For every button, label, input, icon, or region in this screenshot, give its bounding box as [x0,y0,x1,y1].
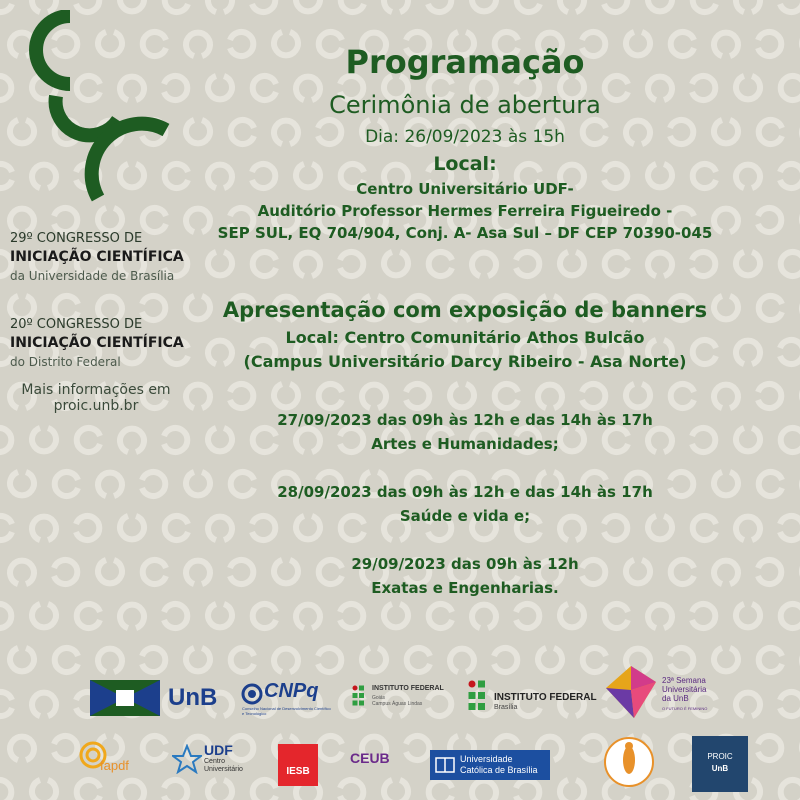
pattern-arc [319,384,342,408]
pattern-arc [495,384,518,408]
proic-unb-logo [692,736,748,792]
pattern-arc [560,252,584,275]
pattern-arc [252,0,275,12]
if-goiano-label: INSTITUTO FEDERAL [372,685,444,692]
pattern-arc [142,472,165,496]
pattern-arc [253,252,276,276]
pattern-arc [231,648,254,672]
pattern-arc [186,648,210,671]
unb-label: UnB [168,684,218,711]
pattern-arc [32,693,56,716]
ucb-line-2: Católica de Brasília [460,765,538,775]
address-line-1: Centro Universitário UDF- [356,180,574,198]
pattern-arc [76,516,99,540]
pattern-arc [671,384,694,408]
banners-local: Local: Centro Comunitário Athos Bulcão [285,328,645,347]
pattern-arc [208,252,232,275]
pattern-arc [429,780,452,800]
pattern-arc [0,516,12,540]
pattern-arc [736,0,760,12]
pattern-arc [560,0,584,12]
pattern-arc [32,604,56,627]
semana-line-4: O FUTURO É FEMININO [662,706,708,711]
pattern-arc [340,604,363,628]
local-label: Local: [433,153,497,175]
congress-df-number: 20º CONGRESSO DE [10,317,143,332]
day-2-time: 28/09/2023 das 09h às 12h e das 14h às 17h [277,483,653,501]
pattern-arc [450,649,474,672]
pattern-arc [406,736,429,760]
pattern-arc [10,472,34,495]
proic-label: PROIC [707,752,733,761]
banners-campus: (Campus Universitário Darcy Ribeiro - Asa Norte) [243,352,687,371]
pattern-arc [781,428,800,452]
pattern-arc [319,736,342,760]
pattern-arc [384,604,408,627]
cnpq-subtitle: Conselho Nacional de Desenvolvimento Científico e Tecnológico [242,706,331,716]
pattern-arc [472,605,496,628]
pattern-arc [142,648,165,672]
cic-logo [14,10,174,210]
pattern-arc [0,428,11,452]
ceub-logo [348,750,398,780]
pattern-arc [516,604,539,628]
pattern-arc [55,648,78,672]
pattern-arc [230,384,253,408]
pattern-arc [780,692,800,716]
pattern-arc [274,649,298,672]
pattern-arc [384,780,408,800]
site-link[interactable]: proic.unb.br [53,398,139,414]
kite-icon [604,664,658,720]
if-brasilia-campus: Brasília [494,704,518,711]
pattern-arc [208,0,232,12]
pattern-arc [120,781,144,800]
pattern-arc [450,384,474,407]
program-section [200,40,730,244]
seal-logo [598,736,660,788]
pattern-arc [472,253,496,276]
pattern-arc [626,384,650,407]
pattern-arc [781,780,800,800]
pattern-arc [296,0,320,11]
pattern-arc [340,252,363,276]
ucb-emblem-icon [434,754,456,776]
congress-df-sub: do Distrito Federal [10,355,121,369]
pattern-arc [0,692,12,716]
address-line-2: Auditório Professor Hermes Ferreira Figueiredo - [257,202,673,220]
pattern-arc [736,76,760,99]
pattern-arc [472,781,496,800]
pattern-arc [583,648,606,672]
congress-df-label [10,316,200,371]
more-info-label: Mais informações em [21,382,171,398]
page-title: Programação [345,43,585,81]
ceremony-date: Dia: 26/09/2023 às 15h [365,127,565,147]
pattern-arc [429,252,452,276]
pattern-arc [274,384,298,407]
pattern-arc [780,340,800,364]
star-icon [172,744,202,774]
pattern-arc [32,517,56,540]
schedule-day-3 [180,552,750,600]
pattern-arc [98,560,122,583]
unb-flag-icon [90,680,160,716]
pattern-arc [781,252,800,276]
pattern-arc [77,604,100,628]
day-1-area: Artes e Humanidades; [371,435,559,453]
day-3-area: Exatas e Engenharias. [371,579,559,597]
pattern-arc [296,253,320,276]
pattern-arc [208,780,232,800]
pattern-arc [517,0,540,12]
if-brasilia-logo [468,680,598,716]
pattern-arc [98,473,122,496]
fapdf-logo [78,740,148,780]
ceremony-subtitle: Cerimônia de abertura [329,91,601,119]
pattern-arc [120,605,144,628]
pattern-arc [759,472,782,496]
pattern-arc [560,780,584,800]
pattern-arc [605,604,628,628]
pattern-arc [781,604,800,628]
pattern-arc [164,604,187,628]
cnpq-logo [240,680,330,720]
if-grid-icon [352,685,368,707]
if-brasilia-label: INSTITUTO FEDERAL [494,692,597,703]
semana-line-2: Universitária [662,685,707,694]
pattern-arc [758,384,781,408]
pattern-arc [693,0,716,12]
udf-label: UDF [204,742,233,758]
fapdf-label: fapdf [100,758,129,773]
if-goiano-campus: Campus Águas Lindas [372,701,423,707]
pattern-arc [582,384,605,408]
pattern-arc [32,780,56,800]
if-goiano-logo [352,685,462,719]
pattern-arc [781,76,800,100]
iesb-logo [278,744,318,786]
pattern-arc [77,428,100,452]
cnpq-label: CNPq [264,680,319,702]
udf-logo [172,742,252,782]
pattern-arc [98,208,122,231]
iesb-label: IESB [286,766,310,777]
pattern-arc [758,736,781,760]
pattern-arc [296,605,320,628]
pattern-arc [538,385,562,408]
pattern-arc [604,0,627,12]
pattern-arc [516,252,539,276]
address-line-3: SEP SUL, EQ 704/904, Conj. A- Asa Sul – DF CEP 70390-045 [217,224,713,242]
cnpq-swirl-icon [240,682,264,706]
pattern-arc [472,0,496,11]
pattern-arc [780,0,800,12]
pattern-arc [0,604,11,628]
pattern-arc [10,648,34,671]
ceub-label: CEUB [350,750,390,766]
pattern-arc [428,0,451,12]
ucb-logo [430,750,550,780]
pattern-arc [32,428,56,451]
pattern-arc [362,385,386,408]
pattern-arc [10,737,34,760]
pattern-arc [516,780,539,800]
banners-section [180,294,750,374]
pattern-arc [0,780,11,800]
congress-unb-sub: da Universidade de Brasília [10,269,175,283]
unb-logo [90,678,217,718]
udf-sub-1: Centro [204,758,226,765]
congress-unb-title: INICIAÇÃO CIENTÍFICA [10,249,184,265]
pattern-arc [54,208,77,232]
pattern-arc [605,252,628,276]
pattern-arc [648,0,672,11]
pattern-arc [407,648,430,672]
semana-line-1: 23ª Semana [662,676,706,685]
pattern-arc [0,164,12,188]
schedule-list [180,408,750,600]
pattern-arc [560,604,584,627]
pattern-arc [164,780,187,800]
pattern-arc [341,0,364,12]
pattern-arc [120,429,144,452]
pattern-arc [340,780,363,800]
congress-unb-number: 29º CONGRESSO DE [10,231,143,246]
pattern-arc [384,0,408,12]
pattern-arc [736,165,760,188]
banners-title: Apresentação com exposição de banners [222,298,708,322]
pattern-arc [736,252,760,275]
pattern-arc [253,604,276,628]
if-brasilia-grid-icon [468,680,490,712]
proic-unb-label: UnB [711,764,729,773]
pattern-arc [406,384,429,408]
pattern-arc [538,648,562,671]
pattern-arc [143,560,166,584]
pattern-arc [253,780,276,800]
pattern-arc [494,648,517,672]
pattern-arc [54,560,77,584]
day-1-time: 27/09/2023 das 09h às 12h e das 14h às 17h [277,411,653,429]
schedule-day-2 [180,480,750,528]
pattern-arc [736,693,760,716]
pattern-arc [10,561,34,584]
pattern-arc [120,516,144,539]
pattern-arc [143,208,166,232]
pattern-arc [759,296,782,320]
if-goiano-state: Goiás [372,695,386,701]
pattern-arc [186,385,210,408]
ucb-line-1: Universidade [460,754,513,764]
schedule-day-1 [180,408,750,456]
pattern-arc [780,516,800,540]
pattern-arc [780,164,800,188]
pattern-arc [384,252,408,275]
pattern-arc [714,385,738,408]
seal-emblem-icon [598,736,660,788]
pattern-arc [759,120,782,144]
pattern-arc [0,0,12,12]
pattern-arc [429,604,452,628]
more-info [4,382,188,414]
pattern-arc [318,648,341,672]
pattern-arc [98,649,122,672]
pattern-arc [692,252,715,276]
semana-line-3: da UnB [662,694,689,703]
day-2-area: Saúde e vida e; [399,507,531,525]
semana-universitaria-logo [604,664,724,720]
pattern-arc [208,604,232,627]
pattern-arc [692,604,715,628]
pattern-arc [10,209,34,232]
pattern-arc [759,648,782,672]
pattern-arc [758,32,781,56]
congress-unb-label [10,230,200,285]
pattern-arc [648,605,672,628]
pattern-arc [648,253,672,276]
udf-sub-2: Universitário [204,766,243,773]
pattern-arc [55,472,78,496]
pattern-arc [671,736,694,760]
pattern-arc [736,604,760,627]
day-3-time: 29/09/2023 das 09h às 12h [351,555,579,573]
pattern-arc [362,648,386,671]
pattern-arc [0,76,11,100]
pattern-arc [758,560,781,584]
pattern-arc [54,736,77,760]
congress-df-title: INICIAÇÃO CIENTÍFICA [10,335,184,351]
pattern-arc [77,780,100,800]
pattern-arc [758,208,781,232]
